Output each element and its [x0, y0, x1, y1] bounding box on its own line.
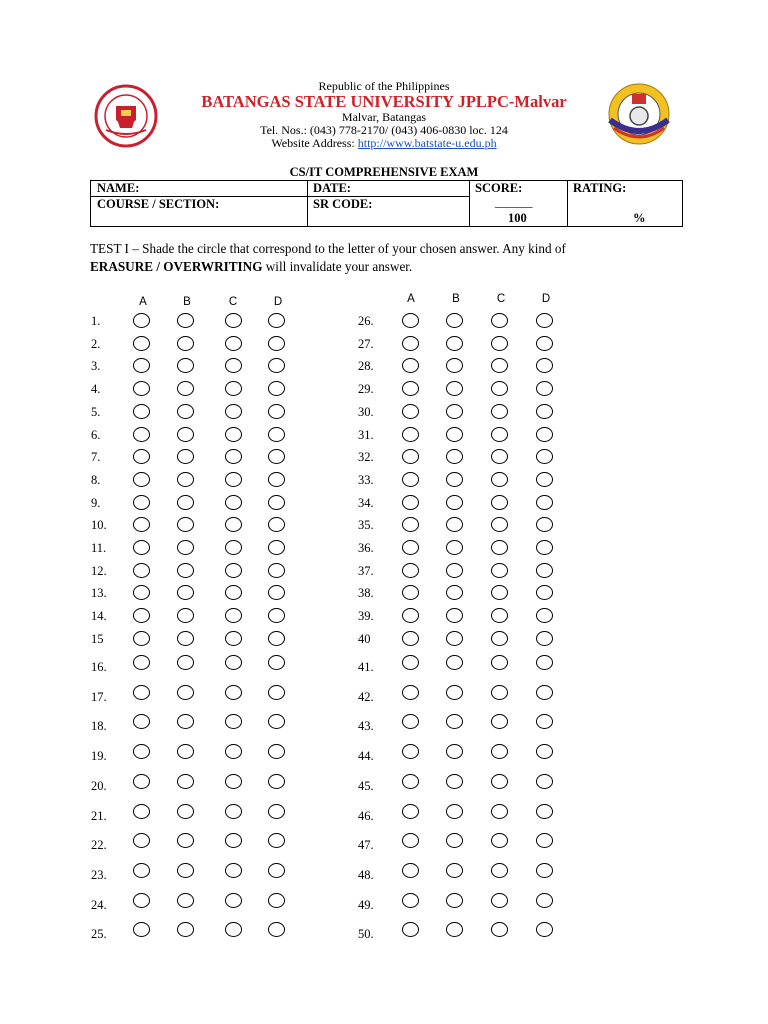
answer-bubble-4-a[interactable] — [133, 381, 150, 396]
answer-bubble-36-a[interactable] — [402, 540, 419, 555]
answer-bubble-21-d[interactable] — [268, 804, 285, 819]
question-number: 24. — [91, 897, 107, 912]
answer-bubble-33-c[interactable] — [491, 472, 508, 487]
answer-bubble-9-d[interactable] — [268, 495, 285, 510]
question-number: 15 — [91, 631, 104, 646]
answer-bubble-21-b[interactable] — [177, 804, 194, 819]
answer-bubble-7-a[interactable] — [133, 449, 150, 464]
answer-bubble-11-d[interactable] — [268, 540, 285, 555]
answer-bubble-22-a[interactable] — [133, 833, 150, 848]
answer-bubble-47-a[interactable] — [402, 833, 419, 848]
answer-bubble-44-a[interactable] — [402, 744, 419, 759]
answer-bubble-4-d[interactable] — [268, 381, 285, 396]
answer-bubble-45-c[interactable] — [491, 774, 508, 789]
question-number: 41. — [358, 660, 374, 674]
answer-bubble-3-d[interactable] — [268, 358, 285, 373]
answer-bubble-23-b[interactable] — [177, 863, 194, 878]
answer-bubble-43-d[interactable] — [536, 714, 553, 729]
answer-bubble-20-c[interactable] — [225, 774, 242, 789]
answer-bubble-19-c[interactable] — [225, 744, 242, 759]
answer-bubble-18-a[interactable] — [133, 714, 150, 729]
answer-bubble-31-b[interactable] — [446, 427, 463, 442]
answer-bubble-18-c[interactable] — [225, 714, 242, 729]
answer-bubble-34-c[interactable] — [491, 495, 508, 510]
answer-bubble-34-d[interactable] — [536, 495, 553, 510]
answer-bubble-15-a[interactable] — [133, 631, 150, 646]
score-line: ______ — [495, 195, 533, 209]
question-number: 18. — [91, 719, 107, 734]
answer-bubble-27-c[interactable] — [491, 336, 508, 351]
question-number: 49. — [358, 897, 374, 912]
question-number: 25. — [91, 927, 107, 942]
answer-bubble-17-c[interactable] — [225, 685, 242, 700]
university-name: BATANGAS STATE UNIVERSITY JPLPC-Malvar — [201, 92, 567, 111]
answer-bubble-17-d[interactable] — [268, 685, 285, 700]
exam-title: CS/IT COMPREHENSIVE EXAM — [289, 165, 479, 179]
answer-bubble-25-d[interactable] — [268, 922, 285, 937]
answer-bubble-6-c[interactable] — [225, 427, 242, 442]
answer-bubble-14-a[interactable] — [133, 608, 150, 623]
answer-bubble-24-c[interactable] — [225, 893, 242, 908]
answer-bubble-19-b[interactable] — [177, 744, 194, 759]
answer-bubble-10-d[interactable] — [268, 517, 285, 532]
answer-bubble-7-d[interactable] — [268, 449, 285, 464]
question-number: 34. — [358, 495, 374, 510]
answer-bubble-49-c[interactable] — [491, 893, 508, 908]
answer-bubble-38-c[interactable] — [491, 585, 508, 600]
answer-bubble-48-a[interactable] — [402, 863, 419, 878]
question-number: 2. — [91, 336, 101, 351]
answer-bubble-25-b[interactable] — [177, 922, 194, 937]
answer-bubble-28-c[interactable] — [491, 358, 508, 373]
name-field[interactable]: NAME: — [97, 181, 140, 195]
answer-bubble-50-c[interactable] — [491, 922, 508, 937]
answer-bubble-2-b[interactable] — [177, 336, 194, 351]
answer-bubble-31-d[interactable] — [536, 427, 553, 442]
answer-bubble-41-d[interactable] — [536, 655, 553, 670]
answer-bubble-41-c[interactable] — [491, 655, 508, 670]
rating-field[interactable]: RATING: — [573, 181, 627, 195]
answer-bubble-5-b[interactable] — [177, 404, 194, 419]
question-number: 8. — [91, 472, 101, 487]
answer-bubble-33-b[interactable] — [446, 472, 463, 487]
choice-header-b: B — [452, 293, 460, 305]
question-number: 28. — [358, 359, 374, 374]
answer-bubble-32-a[interactable] — [402, 449, 419, 464]
answer-bubble-13-b[interactable] — [177, 585, 194, 600]
website-line — [0, 136, 768, 151]
answer-bubble-28-b[interactable] — [446, 358, 463, 373]
answer-bubble-33-a[interactable] — [402, 472, 419, 487]
answer-bubble-40-b[interactable] — [446, 631, 463, 646]
answer-bubble-5-d[interactable] — [268, 404, 285, 419]
location-text: Malvar, Batangas — [341, 110, 427, 124]
question-number: 9. — [91, 495, 101, 510]
answer-bubble-30-d[interactable] — [536, 404, 553, 419]
instructions-warning: ERASURE / OVERWRITING — [90, 259, 263, 274]
answer-bubble-42-d[interactable] — [536, 685, 553, 700]
telephone-text: Tel. Nos.: (043) 778-2170/ (043) 406-0830 loc. 124 — [260, 123, 508, 137]
answer-bubble-38-d[interactable] — [536, 585, 553, 600]
question-number: 14. — [91, 609, 107, 624]
question-number: 33. — [358, 472, 374, 487]
answer-bubble-2-a[interactable] — [133, 336, 150, 351]
answer-bubble-32-c[interactable] — [491, 449, 508, 464]
answer-bubble-22-d[interactable] — [268, 833, 285, 848]
question-number: 6. — [91, 427, 101, 442]
answer-bubble-19-a[interactable] — [133, 744, 150, 759]
answer-bubble-17-b[interactable] — [177, 685, 194, 700]
answer-bubble-32-b[interactable] — [446, 449, 463, 464]
answer-bubble-14-b[interactable] — [177, 608, 194, 623]
instructions-text: Shade the circle that correspond to the letter of your chosen answer. Any kind of — [142, 241, 566, 256]
question-number: 19. — [91, 749, 107, 764]
date-field[interactable]: DATE: — [313, 181, 351, 195]
answer-bubble-43-b[interactable] — [446, 714, 463, 729]
question-number: 3. — [91, 359, 101, 374]
answer-bubble-34-a[interactable] — [402, 495, 419, 510]
question-number: 47. — [358, 838, 374, 853]
answer-bubble-47-b[interactable] — [446, 833, 463, 848]
answer-bubble-16-c[interactable] — [225, 655, 242, 670]
answer-bubble-7-b[interactable] — [177, 449, 194, 464]
answer-bubble-44-d[interactable] — [536, 744, 553, 759]
answer-bubble-8-c[interactable] — [225, 472, 242, 487]
answer-bubble-46-c[interactable] — [491, 804, 508, 819]
answer-bubble-39-b[interactable] — [446, 608, 463, 623]
answer-bubble-47-c[interactable] — [491, 833, 508, 848]
answer-bubble-42-c[interactable] — [491, 685, 508, 700]
answer-bubble-16-a[interactable] — [133, 655, 150, 670]
answer-bubble-36-d[interactable] — [536, 540, 553, 555]
question-number: 21. — [91, 808, 107, 823]
question-number: 27. — [358, 336, 374, 351]
answer-bubble-38-a[interactable] — [402, 585, 419, 600]
answer-bubble-36-c[interactable] — [491, 540, 508, 555]
answer-bubble-48-c[interactable] — [491, 863, 508, 878]
answer-bubble-23-d[interactable] — [268, 863, 285, 878]
answer-bubble-44-b[interactable] — [446, 744, 463, 759]
answer-bubble-48-d[interactable] — [536, 863, 553, 878]
answer-bubble-6-a[interactable] — [133, 427, 150, 442]
question-number: 13. — [91, 586, 107, 601]
answer-bubble-27-d[interactable] — [536, 336, 553, 351]
answer-bubble-3-b[interactable] — [177, 358, 194, 373]
answer-bubble-40-c[interactable] — [491, 631, 508, 646]
score-field[interactable]: SCORE: — [475, 181, 523, 195]
answer-bubble-16-b[interactable] — [177, 655, 194, 670]
answer-bubble-28-a[interactable] — [402, 358, 419, 373]
answer-bubble-3-c[interactable] — [225, 358, 242, 373]
question-number: 32. — [358, 450, 374, 465]
answer-bubble-26-d[interactable] — [536, 313, 553, 328]
answer-bubble-9-a[interactable] — [133, 495, 150, 510]
answer-bubble-8-a[interactable] — [133, 472, 150, 487]
instructions-lead: TEST I – — [90, 241, 143, 256]
question-number: 50. — [358, 927, 374, 942]
answer-bubble-31-c[interactable] — [491, 427, 508, 442]
answer-bubble-19-d[interactable] — [268, 744, 285, 759]
answer-bubble-10-a[interactable] — [133, 517, 150, 532]
choice-header-d: D — [541, 293, 551, 305]
answer-bubble-22-c[interactable] — [225, 833, 242, 848]
answer-bubble-24-a[interactable] — [133, 893, 150, 908]
answer-bubble-46-d[interactable] — [536, 804, 553, 819]
answer-bubble-40-d[interactable] — [536, 631, 553, 646]
answer-bubble-35-b[interactable] — [446, 517, 463, 532]
answer-bubble-11-a[interactable] — [133, 540, 150, 555]
answer-bubble-43-c[interactable] — [491, 714, 508, 729]
answer-bubble-37-b[interactable] — [446, 563, 463, 578]
answer-bubble-49-b[interactable] — [446, 893, 463, 908]
answer-bubble-45-a[interactable] — [402, 774, 419, 789]
question-number: 16. — [91, 660, 107, 674]
answer-bubble-25-c[interactable] — [225, 922, 242, 937]
answer-bubble-26-c[interactable] — [491, 313, 508, 328]
answer-bubble-50-a[interactable] — [402, 922, 419, 937]
answer-bubble-9-b[interactable] — [177, 495, 194, 510]
answer-bubble-35-a[interactable] — [402, 517, 419, 532]
website-label: Website Address: — [271, 136, 358, 150]
answer-bubble-5-a[interactable] — [133, 404, 150, 419]
answer-bubble-12-b[interactable] — [177, 563, 194, 578]
answer-bubble-30-b[interactable] — [446, 404, 463, 419]
answer-bubble-28-d[interactable] — [536, 358, 553, 373]
answer-bubble-11-b[interactable] — [177, 540, 194, 555]
answer-bubble-42-a[interactable] — [402, 685, 419, 700]
course-section-field[interactable]: COURSE / SECTION: — [97, 197, 220, 211]
answer-bubble-21-c[interactable] — [225, 804, 242, 819]
rating-unit: % — [633, 211, 646, 225]
answer-bubble-35-d[interactable] — [536, 517, 553, 532]
republic-text: Republic of the Philippines — [318, 79, 450, 93]
answer-bubble-21-a[interactable] — [133, 804, 150, 819]
answer-bubble-45-b[interactable] — [446, 774, 463, 789]
answer-bubble-2-d[interactable] — [268, 336, 285, 351]
answer-bubble-14-c[interactable] — [225, 608, 242, 623]
answer-bubble-30-c[interactable] — [491, 404, 508, 419]
question-number: 35. — [358, 518, 374, 533]
answer-bubble-39-d[interactable] — [536, 608, 553, 623]
sr-code-field[interactable]: SR CODE: — [313, 197, 373, 211]
answer-bubble-47-d[interactable] — [536, 833, 553, 848]
answer-bubble-4-c[interactable] — [225, 381, 242, 396]
question-number: 40 — [358, 631, 371, 646]
answer-bubble-9-c[interactable] — [225, 495, 242, 510]
instructions — [90, 240, 700, 276]
answer-bubble-43-a[interactable] — [402, 714, 419, 729]
answer-bubble-12-a[interactable] — [133, 563, 150, 578]
answer-bubble-49-d[interactable] — [536, 893, 553, 908]
answer-bubble-30-a[interactable] — [402, 404, 419, 419]
answer-bubble-29-a[interactable] — [402, 381, 419, 396]
answer-bubble-13-a[interactable] — [133, 585, 150, 600]
question-number: 38. — [358, 586, 374, 601]
exam-info-table — [90, 180, 683, 227]
answer-bubble-40-a[interactable] — [402, 631, 419, 646]
answer-bubble-4-b[interactable] — [177, 381, 194, 396]
answer-bubble-48-b[interactable] — [446, 863, 463, 878]
answer-bubble-10-c[interactable] — [225, 517, 242, 532]
question-number: 1. — [91, 314, 101, 328]
choice-header-d: D — [273, 296, 283, 308]
answer-bubble-49-a[interactable] — [402, 893, 419, 908]
answer-bubble-3-a[interactable] — [133, 358, 150, 373]
answer-bubble-29-b[interactable] — [446, 381, 463, 396]
answer-bubble-18-b[interactable] — [177, 714, 194, 729]
answer-bubble-6-d[interactable] — [268, 427, 285, 442]
question-number: 20. — [91, 778, 107, 793]
choice-header-c: C — [228, 296, 238, 308]
answer-bubble-16-d[interactable] — [268, 655, 285, 670]
answer-bubble-39-c[interactable] — [491, 608, 508, 623]
answer-bubble-5-c[interactable] — [225, 404, 242, 419]
question-number: 46. — [358, 808, 374, 823]
question-number: 44. — [358, 749, 374, 764]
answer-bubble-17-a[interactable] — [133, 685, 150, 700]
answer-bubble-10-b[interactable] — [177, 517, 194, 532]
answer-bubble-6-b[interactable] — [177, 427, 194, 442]
answer-bubble-36-b[interactable] — [446, 540, 463, 555]
question-number: 39. — [358, 609, 374, 624]
question-number: 12. — [91, 563, 107, 578]
question-number: 45. — [358, 778, 374, 793]
choice-header-c: C — [496, 293, 506, 305]
answer-bubble-13-d[interactable] — [268, 585, 285, 600]
question-number: 30. — [358, 404, 374, 419]
answer-bubble-15-c[interactable] — [225, 631, 242, 646]
answer-bubble-1-a[interactable] — [133, 313, 150, 328]
answer-bubble-44-c[interactable] — [491, 744, 508, 759]
choice-header-b: B — [183, 296, 191, 308]
answer-bubble-20-d[interactable] — [268, 774, 285, 789]
answer-bubble-34-b[interactable] — [446, 495, 463, 510]
answer-bubble-13-c[interactable] — [225, 585, 242, 600]
answer-bubble-37-a[interactable] — [402, 563, 419, 578]
answer-bubble-11-c[interactable] — [225, 540, 242, 555]
answer-bubble-46-a[interactable] — [402, 804, 419, 819]
answer-bubble-41-a[interactable] — [402, 655, 419, 670]
answer-bubble-1-b[interactable] — [177, 313, 194, 328]
answer-bubble-25-a[interactable] — [133, 922, 150, 937]
question-number: 36. — [358, 541, 374, 555]
score-total: 100 — [508, 211, 527, 225]
question-number: 23. — [91, 867, 107, 882]
answer-bubble-12-c[interactable] — [225, 563, 242, 578]
answer-bubble-27-b[interactable] — [446, 336, 463, 351]
answer-bubble-39-a[interactable] — [402, 608, 419, 623]
answer-bubble-26-a[interactable] — [402, 313, 419, 328]
question-number: 29. — [358, 382, 374, 397]
question-number: 37. — [358, 563, 374, 578]
question-number: 22. — [91, 838, 107, 853]
answer-bubble-29-d[interactable] — [536, 381, 553, 396]
answer-bubble-32-d[interactable] — [536, 449, 553, 464]
answer-bubble-20-a[interactable] — [133, 774, 150, 789]
question-number: 42. — [358, 689, 374, 704]
answer-bubble-14-d[interactable] — [268, 608, 285, 623]
answer-bubble-18-d[interactable] — [268, 714, 285, 729]
question-number: 17. — [91, 689, 107, 704]
website-link[interactable]: http://www.batstate-u.edu.ph — [357, 136, 497, 150]
choice-header-a: A — [139, 296, 147, 308]
answer-bubble-42-b[interactable] — [446, 685, 463, 700]
instructions-text-end: will invalidate your answer. — [262, 259, 413, 274]
answer-bubble-37-c[interactable] — [491, 563, 508, 578]
question-number: 43. — [358, 719, 374, 734]
answer-bubble-38-b[interactable] — [446, 585, 463, 600]
answer-bubble-50-b[interactable] — [446, 922, 463, 937]
answer-bubble-35-c[interactable] — [491, 517, 508, 532]
question-number: 10. — [91, 518, 107, 533]
answer-bubble-1-d[interactable] — [268, 313, 285, 328]
question-number: 4. — [91, 382, 101, 397]
answer-bubble-15-d[interactable] — [268, 631, 285, 646]
question-number: 7. — [91, 450, 101, 465]
question-number: 11. — [91, 541, 107, 555]
answer-bubble-24-b[interactable] — [177, 893, 194, 908]
answer-bubble-8-b[interactable] — [177, 472, 194, 487]
answer-bubble-1-c[interactable] — [225, 313, 242, 328]
answer-bubble-45-d[interactable] — [536, 774, 553, 789]
answer-bubble-26-b[interactable] — [446, 313, 463, 328]
question-number: 26. — [358, 314, 374, 328]
answer-bubble-24-d[interactable] — [268, 893, 285, 908]
answer-bubble-20-b[interactable] — [177, 774, 194, 789]
choice-header-a: A — [407, 293, 415, 305]
answer-bubble-41-b[interactable] — [446, 655, 463, 670]
answer-bubble-2-c[interactable] — [225, 336, 242, 351]
answer-bubble-23-c[interactable] — [225, 863, 242, 878]
answer-bubble-15-b[interactable] — [177, 631, 194, 646]
answer-bubble-22-b[interactable] — [177, 833, 194, 848]
answer-bubble-27-a[interactable] — [402, 336, 419, 351]
answer-bubble-23-a[interactable] — [133, 863, 150, 878]
question-number: 5. — [91, 404, 101, 419]
answer-bubble-46-b[interactable] — [446, 804, 463, 819]
question-number: 31. — [358, 427, 374, 442]
answer-bubble-7-c[interactable] — [225, 449, 242, 464]
answer-bubble-31-a[interactable] — [402, 427, 419, 442]
answer-bubble-50-d[interactable] — [536, 922, 553, 937]
answer-bubble-37-d[interactable] — [536, 563, 553, 578]
answer-bubble-12-d[interactable] — [268, 563, 285, 578]
question-number: 48. — [358, 867, 374, 882]
answer-bubble-29-c[interactable] — [491, 381, 508, 396]
answer-bubble-33-d[interactable] — [536, 472, 553, 487]
answer-bubble-8-d[interactable] — [268, 472, 285, 487]
